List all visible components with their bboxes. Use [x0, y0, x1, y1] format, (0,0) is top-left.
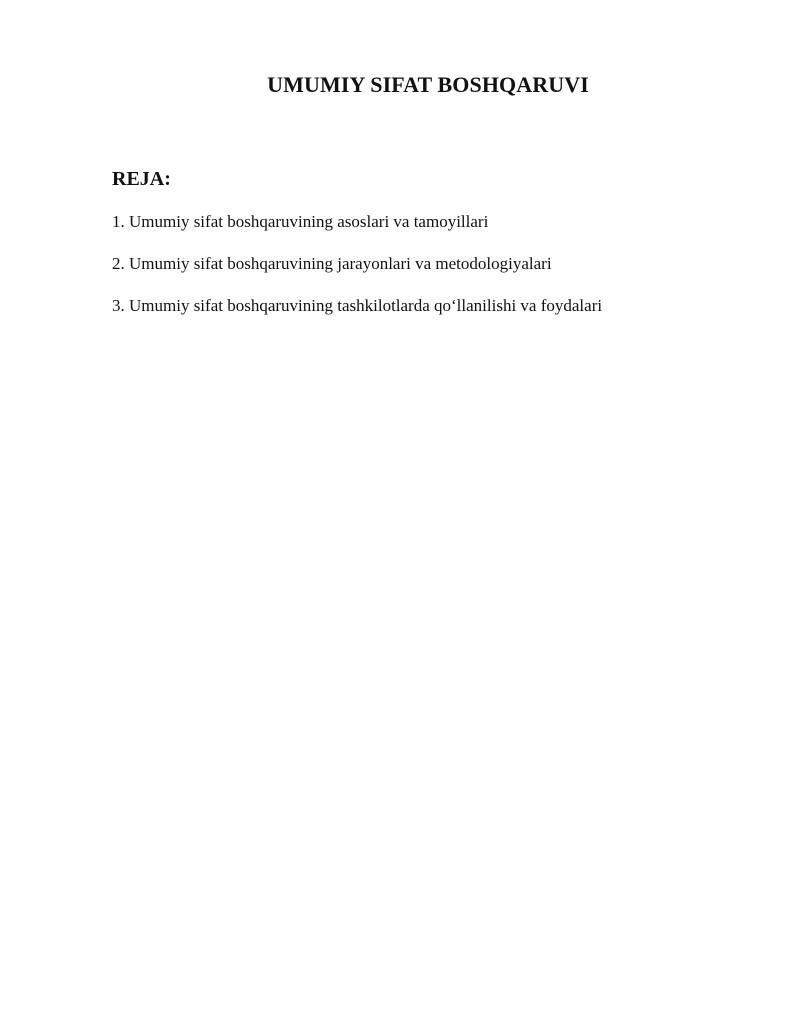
document-title: UMUMIY SIFAT BOSHQARUVI [267, 72, 589, 97]
plan-list [112, 212, 602, 338]
plan-item-2: 2. Umumiy sifat boshqaruvining jarayonlari va metodologiyalari [112, 254, 552, 273]
plan-item-1: 1. Umumiy sifat boshqaruvining asoslari va tamoyillari [112, 212, 489, 231]
plan-item-3: 3. Umumiy sifat boshqaruvining tashkilotlarda qo‘llanilishi va foydalari [112, 296, 603, 315]
plan-heading: REJA: [112, 168, 171, 190]
